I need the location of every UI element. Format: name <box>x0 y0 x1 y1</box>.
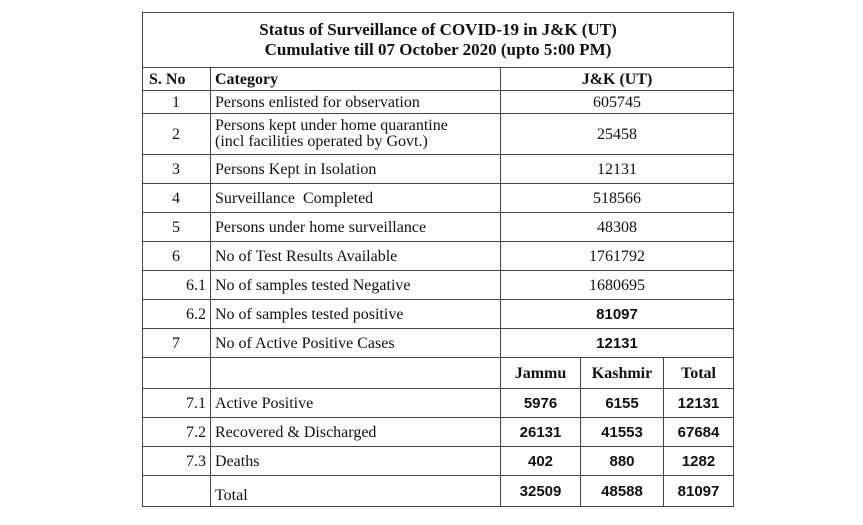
row-jammu: 26131 <box>501 418 581 447</box>
header-row <box>143 68 734 91</box>
row-category: Recovered & Discharged <box>211 418 501 447</box>
row-sno: 7.3 <box>143 447 211 476</box>
table-row <box>143 114 734 155</box>
table-row <box>143 271 734 300</box>
row-value: 12131 <box>501 329 734 358</box>
row-category: Total <box>211 476 501 507</box>
table-row <box>143 447 734 476</box>
row-value: 48308 <box>501 213 734 242</box>
row-kashmir: 48588 <box>581 476 664 507</box>
row-category: Surveillance Completed <box>211 184 501 213</box>
row-total: 1282 <box>664 447 734 476</box>
row-sno <box>143 476 211 507</box>
row-total: 12131 <box>664 389 734 418</box>
row-category: No of samples tested positive <box>211 300 501 329</box>
row-category: No of samples tested Negative <box>211 271 501 300</box>
row-value: 81097 <box>501 300 734 329</box>
header-total: Total <box>664 358 734 389</box>
row-sno: 7.2 <box>143 418 211 447</box>
row-category-line-1: Persons kept under home quarantine <box>215 117 448 134</box>
row-sno: 6 <box>143 242 211 271</box>
table-row <box>143 389 734 418</box>
row-sno: 6.2 <box>143 300 211 329</box>
header-kashmir: Kashmir <box>581 358 664 389</box>
table-row <box>143 329 734 358</box>
row-value: 12131 <box>501 155 734 184</box>
table-row <box>143 242 734 271</box>
split-header-blank-sno <box>143 358 211 389</box>
surveillance-table <box>142 12 734 507</box>
table-row <box>143 155 734 184</box>
row-kashmir: 41553 <box>581 418 664 447</box>
row-sno: 3 <box>143 155 211 184</box>
row-jammu: 5976 <box>501 389 581 418</box>
split-header-blank-category <box>211 358 501 389</box>
table-row <box>143 476 734 507</box>
header-jammu: Jammu <box>501 358 581 389</box>
row-sno: 7 <box>143 329 211 358</box>
row-category: Persons under home surveillance <box>211 213 501 242</box>
row-category: Persons enlisted for observation <box>211 91 501 114</box>
row-kashmir: 6155 <box>581 389 664 418</box>
row-sno: 1 <box>143 91 211 114</box>
surveillance-table-sheet <box>142 12 733 523</box>
row-category: No of Active Positive Cases <box>211 329 501 358</box>
table-row <box>143 91 734 114</box>
header-category: Category <box>211 68 501 91</box>
row-category: Persons Kept in Isolation <box>211 155 501 184</box>
row-value: 1761792 <box>501 242 734 271</box>
title-line-2: Cumulative till 07 October 2020 (upto 5:00 PM) <box>264 40 612 59</box>
row-value: 1680695 <box>501 271 734 300</box>
row-total: 67684 <box>664 418 734 447</box>
row-sno: 2 <box>143 114 211 155</box>
row-category: Deaths <box>211 447 501 476</box>
row-sno: 5 <box>143 213 211 242</box>
row-sno: 4 <box>143 184 211 213</box>
row-value: 605745 <box>501 91 734 114</box>
row-category: No of Test Results Available <box>211 242 501 271</box>
row-category: Active Positive <box>211 389 501 418</box>
row-sno: 7.1 <box>143 389 211 418</box>
header-sno: S. No <box>143 68 211 91</box>
title-line-1: Status of Surveillance of COVID-19 in J&K (UT) <box>259 20 617 39</box>
row-category-line-2: (incl facilities operated by Govt.) <box>215 133 428 150</box>
row-category <box>211 114 501 155</box>
split-header-row <box>143 358 734 389</box>
row-kashmir: 880 <box>581 447 664 476</box>
table-title <box>143 13 734 68</box>
table-row <box>143 418 734 447</box>
row-value: 25458 <box>501 114 734 155</box>
row-jammu: 32509 <box>501 476 581 507</box>
row-total: 81097 <box>664 476 734 507</box>
row-jammu: 402 <box>501 447 581 476</box>
title-row <box>143 13 734 68</box>
row-sno: 6.1 <box>143 271 211 300</box>
table-row <box>143 300 734 329</box>
header-region: J&K (UT) <box>501 68 734 91</box>
row-value: 518566 <box>501 184 734 213</box>
table-row <box>143 213 734 242</box>
table-row <box>143 184 734 213</box>
